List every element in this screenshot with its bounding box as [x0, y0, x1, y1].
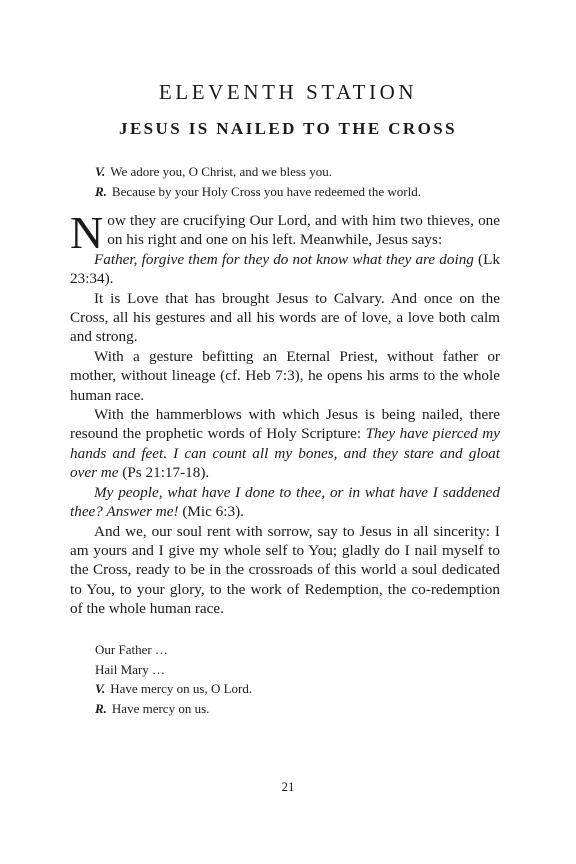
response-text: Because by your Holy Cross you have redeemed the world.	[111, 184, 421, 199]
paragraph-3: It is Love that has brought Jesus to Calvary. And once on the Cross, all his gestures and all his words are of love, a love both calm and strong.	[70, 289, 500, 346]
scripture-reference: (Mic 6:3).	[178, 503, 244, 521]
scripture-reference: (Lk 23:34).	[70, 250, 500, 288]
scripture-reference: (Ps 21:17-18).	[118, 464, 210, 482]
scripture-quote: Father, forgive them for they do not know what they are doing	[94, 250, 474, 268]
paragraph-1: Now they are crucifying Our Lord, and with him two thieves, one on his right and one on his left. Meanwhile, Jesus says:	[70, 207, 500, 258]
response-marker: R.	[95, 184, 107, 199]
paragraph-4: With a gesture befitting an Eternal Priest, without father or mother, without lineage (cf. Heb 7:3), he opens his arms to the whole human race.	[70, 347, 500, 404]
closing-prayers	[95, 640, 252, 718]
scripture-quote: They have pierced my hands and feet. I can count all my bones, and they stare and gloat over me	[70, 425, 500, 482]
page-number: 21	[281, 779, 295, 794]
scripture-quote: My people, what have I done to thee, or in what have I saddened thee? Answer me!	[70, 483, 500, 521]
paragraph-5: With the hammerblows with which Jesus is being nailed, there resound the prophetic words of Holy Scripture: They have pierced my hands and feet. I can count all my bones, and they stare and gloat over me (Ps 21:17-18).	[70, 406, 500, 482]
paragraph-2	[70, 250, 500, 289]
closing-response: R. Have mercy on us.	[95, 700, 210, 716]
closing-versicle: V. Have mercy on us, O Lord.	[95, 681, 253, 696]
hail-mary: Hail Mary …	[95, 661, 166, 677]
paragraph-6	[70, 483, 500, 522]
drop-cap: N	[70, 207, 104, 258]
meditation-text	[70, 207, 500, 619]
versicle-text: We adore you, O Christ, and we bless you.	[110, 164, 332, 179]
versicle	[95, 163, 332, 181]
our-father: Our Father …	[95, 642, 168, 657]
versicle-marker: V.	[95, 164, 106, 179]
station-heading: ELEVENTH STATION	[158, 80, 418, 104]
paragraph-7: And we, our soul rent with sorrow, say to Jesus in all sincerity: I am yours and I give my whole self to You; gladly do I nail myself to the Cross, ready to be in the crossroads of this world a soul dedicated to You, to your glory, to the work of Redemption, the co-redemption of the whole human race.	[70, 522, 500, 618]
station-title: JESUS IS NAILED TO THE CROSS	[119, 119, 457, 138]
response	[95, 183, 421, 201]
